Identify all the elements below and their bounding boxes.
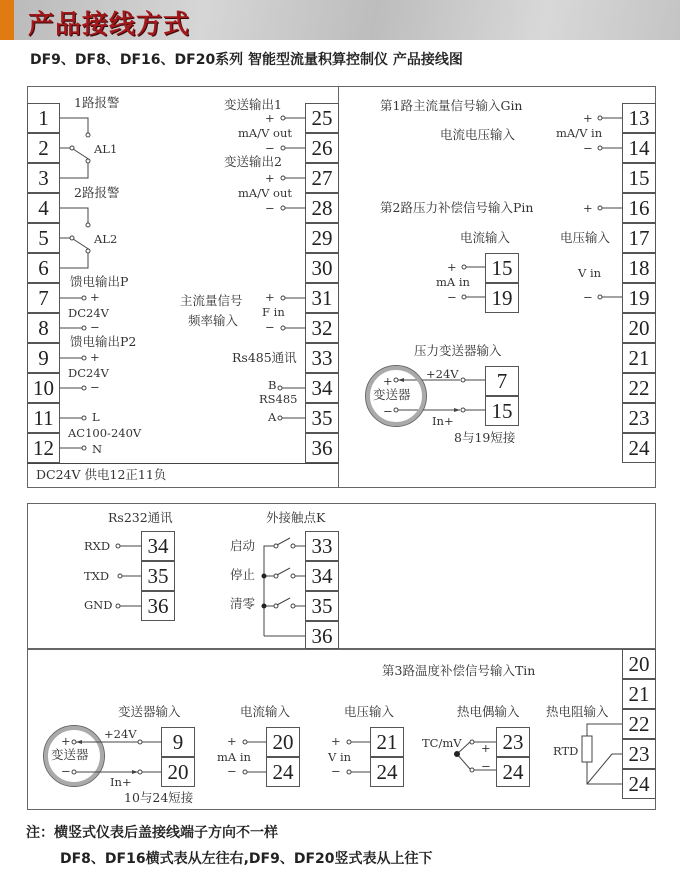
- l-label: L: [92, 410, 100, 424]
- terminal-34: 34: [305, 373, 339, 403]
- power-footer-label: DC24V 供电12正11负: [36, 467, 167, 482]
- fin-label: F in: [262, 305, 285, 319]
- rtd-title: 热电阻输入: [546, 704, 609, 719]
- ac-label: AC100-240V: [68, 426, 142, 440]
- fin-minus: −: [265, 320, 275, 334]
- terminal-19: 19: [622, 283, 656, 313]
- b-current-title: 电流输入: [240, 704, 291, 719]
- terminal-14: 14: [622, 133, 656, 163]
- vin-label: V in: [578, 266, 602, 280]
- al1-label: AL1: [94, 142, 118, 156]
- rtd-sig: RTD: [553, 744, 579, 758]
- main-minus: −: [447, 290, 457, 304]
- tx2-sym-minus: −: [61, 764, 71, 778]
- bottom-terminal-24: 24: [622, 769, 656, 799]
- contact-start-label: 启动: [230, 538, 256, 553]
- rs232-terminal-34: 34: [141, 531, 175, 561]
- b-current-plus: +: [227, 734, 237, 748]
- n-label: N: [92, 442, 103, 456]
- terminal-20: 20: [622, 313, 656, 343]
- terminal-8: 8: [27, 313, 60, 343]
- terminal-25: 25: [305, 103, 339, 133]
- rs485-label: RS485: [259, 392, 298, 406]
- contact-stop-label: 停止: [230, 567, 256, 582]
- rxd-label: RXD: [84, 539, 111, 553]
- mavin-label: mA/V in: [556, 126, 603, 140]
- contacts-title: 外接触点K: [266, 510, 326, 525]
- b-voltage-title: 电压输入: [344, 704, 395, 719]
- terminal-26: 26: [305, 133, 339, 163]
- note-line-1: 注：横竖式仪表后盖接线端子方向不一样: [26, 825, 278, 841]
- transmitter-plus: +: [383, 374, 393, 388]
- terminal-11: 11: [27, 403, 60, 433]
- tc-terminal-23: 23: [496, 727, 530, 757]
- tx2-plus: +: [265, 171, 275, 185]
- rs485-comm-label: Rs485通讯: [232, 350, 297, 365]
- feed-p-dc24v: DC24V: [68, 306, 109, 320]
- terminal-30: 30: [305, 253, 339, 283]
- bottom-terminal-23: 23: [622, 739, 656, 769]
- txd-label: TXD: [84, 569, 110, 583]
- tc-terminal-24: 24: [496, 757, 530, 787]
- sub-terminal-15: 15: [485, 253, 519, 283]
- vin-minus: −: [583, 290, 593, 304]
- terminal-29: 29: [305, 223, 339, 253]
- b-current-minus: −: [227, 764, 237, 778]
- contact-terminal-33: 33: [305, 531, 339, 561]
- current-input-label: 电流输入: [460, 230, 511, 245]
- terminal-16: 16: [622, 193, 656, 223]
- terminal-5: 5: [27, 223, 60, 253]
- main-label: mA in: [436, 275, 470, 289]
- ch2-plus: +: [583, 201, 593, 215]
- terminal-36: 36: [305, 433, 339, 463]
- voltage-input-label: 电压输入: [560, 230, 611, 245]
- rs232-terminal-36: 36: [141, 591, 175, 621]
- transmitter-minus: −: [383, 404, 393, 418]
- main-flow-label-2: 频率输入: [188, 313, 239, 328]
- terminal-33: 33: [305, 343, 339, 373]
- ch1-plus: +: [583, 111, 593, 125]
- gnd-label: GND: [84, 598, 113, 612]
- terminal-2: 2: [27, 133, 60, 163]
- tx-output2-label: 变送输出2: [224, 154, 282, 169]
- tx-terminal-20: 20: [161, 757, 195, 787]
- sub-terminal-19: 19: [485, 283, 519, 313]
- terminal-7: 7: [27, 283, 60, 313]
- terminal-18: 18: [622, 253, 656, 283]
- main-plus: +: [447, 260, 457, 274]
- terminal-15: 15: [622, 163, 656, 193]
- tx-inplus: In+: [110, 775, 132, 789]
- terminal-21: 21: [622, 343, 656, 373]
- ch2-label: 第2路压力补偿信号输入Pin: [380, 200, 534, 215]
- terminal-4: 4: [27, 193, 60, 223]
- transmitter-name-2: 变送器: [51, 747, 89, 762]
- b-current-sig: mA in: [217, 750, 251, 764]
- page-title: 产品接线方式: [28, 10, 191, 40]
- terminal-28: 28: [305, 193, 339, 223]
- terminal-13: 13: [622, 103, 656, 133]
- feed-output-p2-label: 馈电输出P2: [70, 334, 137, 349]
- terminal-17: 17: [622, 223, 656, 253]
- bottom-terminal-22: 22: [622, 709, 656, 739]
- terminal-27: 27: [305, 163, 339, 193]
- tx1-minus: −: [265, 141, 275, 155]
- b-voltage-sig: V in: [328, 750, 352, 764]
- terminal-12: 12: [27, 433, 60, 463]
- current-terminal-24: 24: [266, 757, 300, 787]
- tc-minus: −: [481, 759, 491, 773]
- terminal-3: 3: [27, 163, 60, 193]
- contact-terminal-36: 36: [305, 621, 339, 649]
- tx1-plus: +: [265, 111, 275, 125]
- pt-terminal-7: 7: [485, 366, 519, 396]
- short-8-19-label: 8与19短接: [454, 430, 516, 445]
- feed-p2-plus: +: [90, 350, 100, 364]
- p24v-label: +24V: [426, 367, 459, 381]
- voltage-terminal-21: 21: [370, 727, 404, 757]
- tx-output1-label: 变送输出1: [224, 97, 282, 112]
- ch1-label: 第1路主流量信号输入Gin: [380, 98, 523, 113]
- feed-output-p-label: 馈电输出P: [70, 274, 129, 289]
- terminal-31: 31: [305, 283, 339, 313]
- feed-p-minus: −: [90, 320, 100, 334]
- short-10-24-label: 10与24短接: [124, 790, 194, 805]
- feed-p-plus: +: [90, 290, 100, 304]
- note-line-2: DF8、DF16横式表从左往右,DF9、DF20竖式表从上往下: [60, 851, 433, 867]
- contact-terminal-34: 34: [305, 561, 339, 591]
- tx-terminal-9: 9: [161, 727, 195, 757]
- terminal-32: 32: [305, 313, 339, 343]
- rs232-terminal-35: 35: [141, 561, 175, 591]
- inplus-label: In+: [432, 414, 454, 428]
- terminal-23: 23: [622, 403, 656, 433]
- pressure-transmitter-label: 压力变送器输入: [414, 343, 502, 358]
- alarm2-label: 2路报警: [74, 185, 120, 200]
- ch3-label: 第3路温度补偿信号输入Tin: [382, 663, 536, 678]
- terminal-1: 1: [27, 103, 60, 133]
- contact-terminal-35: 35: [305, 591, 339, 621]
- tc-plus: +: [481, 741, 491, 755]
- tx1-mavout: mA/V out: [238, 126, 292, 140]
- rs232-title: Rs232通讯: [108, 510, 173, 525]
- diagram-subtitle: DF9、DF8、DF16、DF20系列 智能型流量积算控制仪 产品接线图: [30, 52, 463, 68]
- tc-title: 热电偶输入: [457, 704, 520, 719]
- terminal-24: 24: [622, 433, 656, 463]
- tx2-sym-plus: +: [61, 734, 71, 748]
- feed-p2-minus: −: [90, 380, 100, 394]
- terminal-10: 10: [27, 373, 60, 403]
- pt-terminal-15: 15: [485, 396, 519, 426]
- bottom-terminal-21: 21: [622, 679, 656, 709]
- tc-sig: TC/mV: [422, 736, 462, 750]
- rs485-b: B: [268, 378, 277, 392]
- current-terminal-20: 20: [266, 727, 300, 757]
- rs485-a: A: [268, 410, 277, 424]
- fin-plus: +: [265, 290, 275, 304]
- contact-clear-label: 清零: [230, 596, 256, 611]
- bottom-terminal-20: 20: [622, 649, 656, 679]
- tx-input-title: 变送器输入: [118, 704, 181, 719]
- tx2-minus: −: [265, 201, 275, 215]
- terminal-6: 6: [27, 253, 60, 283]
- al2-label: AL2: [94, 232, 118, 246]
- iv-input-label: 电流电压输入: [440, 127, 516, 142]
- b-voltage-minus: −: [331, 764, 341, 778]
- ch1-minus: −: [583, 141, 593, 155]
- terminal-35: 35: [305, 403, 339, 433]
- terminal-22: 22: [622, 373, 656, 403]
- terminal-9: 9: [27, 343, 60, 373]
- tx2-mavout: mA/V out: [238, 186, 292, 200]
- alarm1-label: 1路报警: [74, 95, 120, 110]
- transmitter-name: 变送器: [373, 387, 411, 402]
- b-voltage-plus: +: [331, 734, 341, 748]
- main-flow-label-1: 主流量信号: [180, 293, 243, 308]
- voltage-terminal-24: 24: [370, 757, 404, 787]
- feed-p2-dc24v: DC24V: [68, 366, 109, 380]
- tx-p24v: +24V: [104, 727, 137, 741]
